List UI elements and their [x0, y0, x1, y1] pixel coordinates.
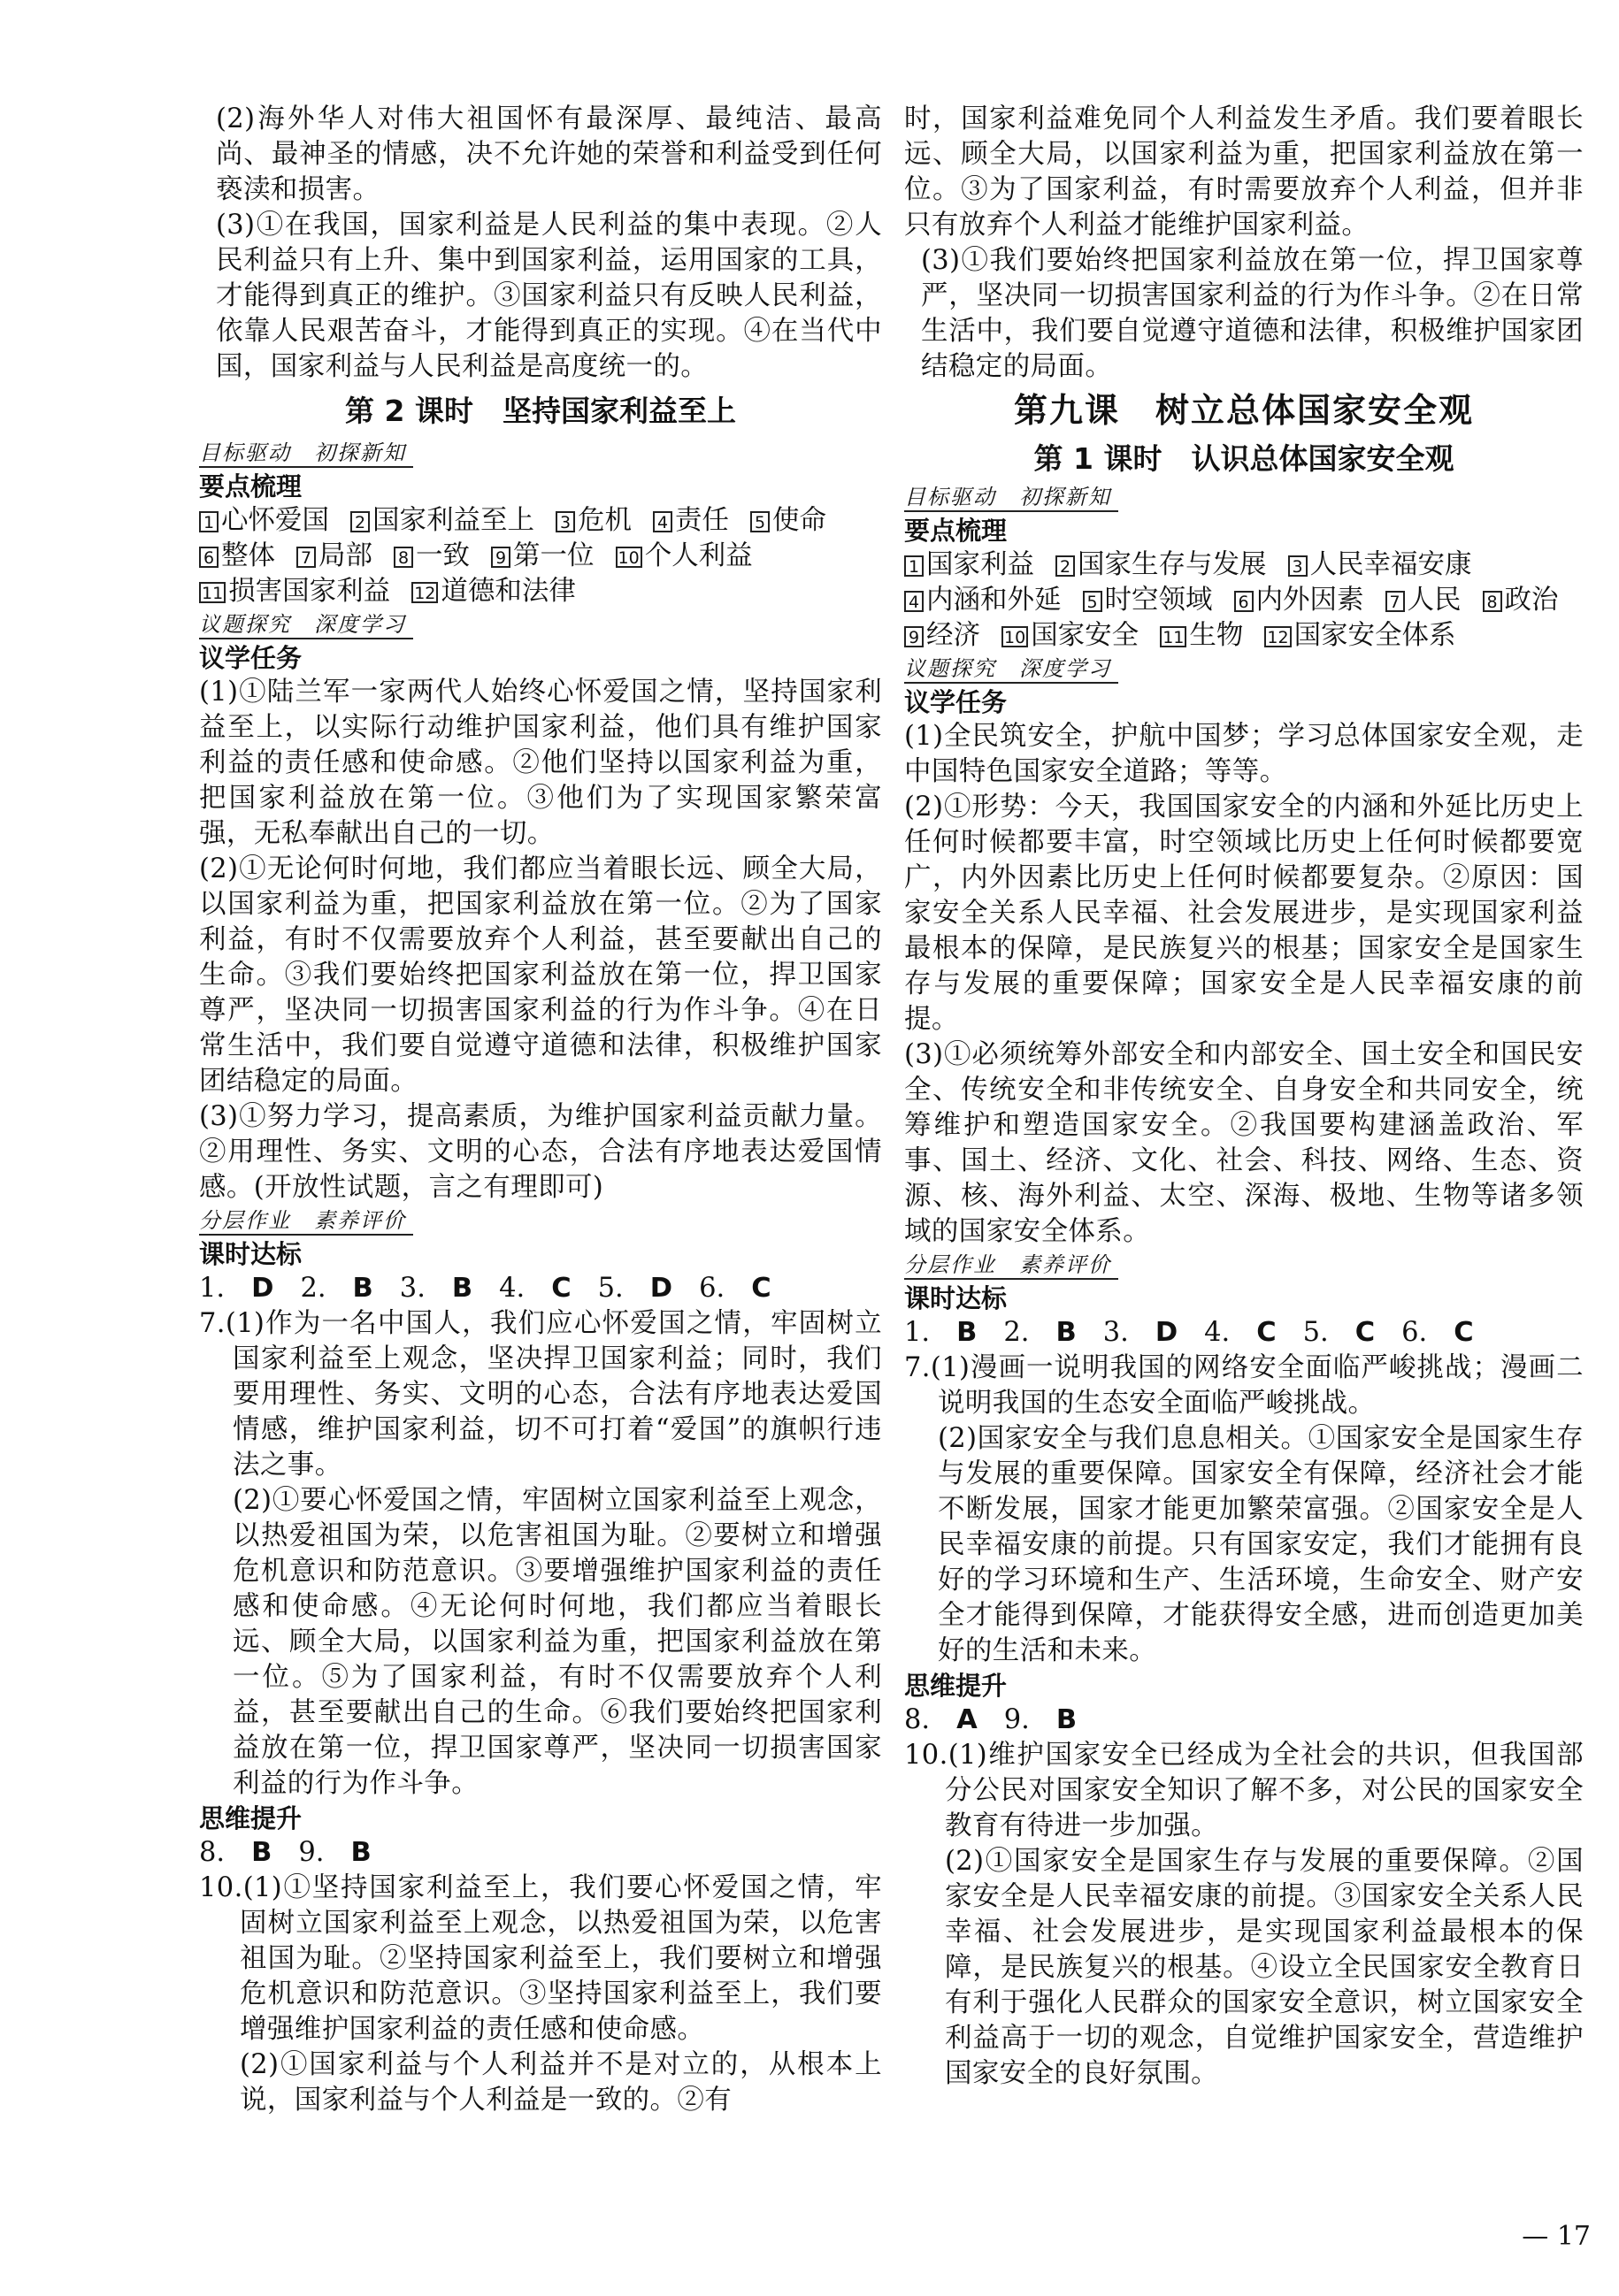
- mc-answer: 6. C: [1401, 1317, 1474, 1348]
- mc-answer: 3. B: [399, 1273, 473, 1304]
- mc-answer: 5. C: [1302, 1317, 1376, 1348]
- page-number-value: 17: [1556, 2221, 1591, 2252]
- q7-part2: (2)①要心怀爱国之情，牢固树立国家利益至上观念，以热爱祖国为荣，以危害祖国为耻。②要树立和增强危机意识和防范意识。③要增强维护国家利益的责任感和使命感。④无论何时何地，我们都应当着眼长远、顾全大局，以国家利益为重，把国家利益放在第一位。⑤为了国家利益，有时不仅需要放弃个人利益，甚至要献出自己的生命。⑥我们要始终把国家利益放在第一位，捍卫国家尊严，坚决同一切损害国家利益的行为作斗争。: [233, 1485, 882, 1799]
- section-banner-goal: 目标驱动 初探新知: [904, 484, 1118, 512]
- section-heading-points: 要点梳理: [199, 471, 303, 501]
- key-point: 4 责任: [653, 503, 729, 539]
- key-point: 2 国家生存与发展: [1055, 547, 1267, 583]
- key-point: 1 国家利益: [904, 547, 1034, 583]
- left-column: [199, 102, 882, 2118]
- section-heading-points: 要点梳理: [904, 516, 1008, 546]
- section-banner-goal: 目标驱动 初探新知: [199, 440, 413, 468]
- right-column: [904, 102, 1584, 2092]
- key-point: 4 内涵和外延: [904, 583, 1062, 618]
- key-point: 5 时空领域: [1083, 583, 1213, 618]
- q7-part1: 7.(1)漫画一说明我国的网络安全面临严峻挑战；漫画二说明我国的生态安全面临严峻挑战。: [904, 1352, 1584, 1419]
- key-point: 7 人民: [1385, 583, 1462, 618]
- key-point: 12 道德和法律: [411, 574, 576, 609]
- mc-answer: 9. B: [1003, 1704, 1078, 1735]
- key-point: 8 政治: [1483, 583, 1559, 618]
- q10-part2: (2)①国家安全是国家生存与发展的重要保障。②国家安全是人民幸福安康的前提。③国家安全关系人民幸福、社会发展进步，是实现国家利益最根本的保障，是民族复兴的根基。④设立全民国家安全教育日有利于强化人民群众的国家安全意识，树立国家安全利益高于一切的观念，自觉维护国家安全，营造维护国家安全的良好氛围。: [945, 1846, 1584, 2089]
- mc-answer: 8. A: [904, 1704, 978, 1735]
- mc-answers: [904, 1315, 1584, 1351]
- mc-answers-2: [199, 1835, 882, 1871]
- mc-answers-2: [904, 1703, 1584, 1738]
- key-point: 8 一致: [394, 539, 470, 574]
- key-points-list: [199, 503, 882, 609]
- mc-answer: 1. D: [199, 1273, 274, 1304]
- section-heading-test: 课时达标: [199, 1239, 303, 1269]
- lesson-title: 第 1 课时 认识总体国家安全观: [1033, 441, 1454, 476]
- continued-para-2: (3)①我们要始终把国家利益放在第一位，捍卫国家尊严，坚决同一切损害国家利益的行为作斗争。②在日常生活中，我们要自觉遵守道德和法律，积极维护国家团结稳定的局面。: [921, 245, 1584, 382]
- key-point: 9 第一位: [491, 539, 595, 574]
- q10-part1: 10.(1)维护国家安全已经成为全社会的共识，但我国部分公民对国家安全知识了解不多，对公民的国家安全教育有待进一步加强。: [904, 1740, 1584, 1841]
- mc-answer: 4. C: [499, 1273, 572, 1304]
- key-point: 6 整体: [199, 539, 275, 574]
- q7-part1: 7.(1)作为一名中国人，我们应心怀爱国之情，牢固树立国家利益至上观念，坚决捍卫国家利益；同时，我们要用理性、务实、文明的心态，合法有序地表达爱国情感，维护国家利益，切不可打着“爱国”的旗帜行违法之事。: [199, 1308, 882, 1481]
- continued-para-1: 时，国家利益难免同个人利益发生矛盾。我们要着眼长远、顾全大局，以国家利益为重，把国家利益放在第一位。③为了国家利益，有时需要放弃个人利益，但并非只有放弃个人利益才能维护国家利益。: [904, 103, 1584, 241]
- intro-para-1: (2)海外华人对伟大祖国怀有最深厚、最纯洁、最高尚、最神圣的情感，决不允许她的荣誉和利益受到任何亵渎和损害。: [216, 103, 882, 205]
- section-heading-tasks: 议学任务: [199, 643, 303, 673]
- q7-part2: (2)国家安全与我们息息相关。①国家安全是国家生存与发展的重要保障。国家安全有保障，经济社会才能不断发展，国家才能更加繁荣富强。②国家安全是人民幸福安康的前提。只有国家安定，我们才能拥有良好的学习环境和生产、生活环境，生命安全、财产安全才能得到保障，才能获得安全感，进而创造更加美好的生活和未来。: [938, 1423, 1584, 1666]
- section-banner-homework: 分层作业 素养评价: [904, 1251, 1118, 1280]
- section-heading-think: 思维提升: [199, 1803, 303, 1833]
- mc-answer: 6. C: [699, 1273, 771, 1304]
- key-point: 7 局部: [296, 539, 372, 574]
- key-point: 6 内外因素: [1234, 583, 1364, 618]
- section-heading-test: 课时达标: [904, 1283, 1008, 1313]
- key-point: 11 生物: [1160, 618, 1243, 654]
- mc-answer: 2. B: [1003, 1317, 1077, 1348]
- task-answer-3: (3)①努力学习，提高素质，为维护国家利益贡献力量。②用理性、务实、文明的心态，合法有序地表达爱国情感。(开放性试题，言之有理即可): [199, 1101, 882, 1203]
- task-answer-3: (3)①必须统筹外部安全和内部安全、国土安全和国民安全、传统安全和非传统安全、自身安全和共同安全，统筹维护和塑造国家安全。②我国要构建涵盖政治、军事、国土、经济、文化、社会、科技、网络、生态、资源、核、海外利益、太空、深海、极地、生物等诸多领域的国家安全体系。: [904, 1039, 1584, 1247]
- key-point: 1 心怀爱国: [199, 503, 329, 539]
- mc-answer: 5. D: [597, 1273, 673, 1304]
- key-point: 5 使命: [750, 503, 826, 539]
- mc-answer: 4. C: [1204, 1317, 1277, 1348]
- page-number: — 17: [1522, 2221, 1591, 2252]
- section-heading-tasks: 议学任务: [904, 687, 1008, 717]
- section-heading-think: 思维提升: [904, 1671, 1008, 1701]
- q10-part1: 10.(1)①坚持国家利益至上，我们要心怀爱国之情，牢固树立国家利益至上观念，以热爱祖国为荣，以危害祖国为耻。②坚持国家利益至上，我们要树立和增强危机意识和防范意识。③坚持国家利益至上，我们要增强维护国家利益的责任感和使命感。: [199, 1872, 882, 2045]
- key-point: 10 个人利益: [616, 539, 753, 574]
- key-point: 11 损害国家利益: [199, 574, 390, 609]
- task-answer-2: (2)①无论何时何地，我们都应当着眼长远、顾全大局，以国家利益为重，把国家利益放在第一位。②为了国家利益，有时不仅需要放弃个人利益，甚至要献出自己的生命。③我们要始终把国家利益放在第一位，捍卫国家尊严，坚决同一切损害国家利益的行为作斗争。④在日常生活中，我们要自觉遵守道德和法律，积极维护国家团结稳定的局面。: [199, 853, 882, 1097]
- mc-answer: 9. B: [298, 1837, 372, 1868]
- mc-answer: 3. D: [1102, 1317, 1178, 1348]
- mc-answer: 1. B: [904, 1317, 978, 1348]
- mc-answers: [199, 1271, 882, 1306]
- lesson-title: 第 2 课时 坚持国家利益至上: [345, 394, 736, 428]
- section-banner-explore: 议题探究 深度学习: [199, 611, 413, 639]
- key-point: 2 国家利益至上: [350, 503, 534, 539]
- task-answer-2: (2)①形势：今天，我国国家安全的内涵和外延比历史上任何时候都要丰富，时空领域比历史上任何时候都要宽广，内外因素比历史上任何时候都要复杂。②原因：国家安全关系人民幸福、社会发展进步，是实现国家利益最根本的保障，是民族复兴的根基；国家安全是国家生存与发展的重要保障；国家安全是人民幸福安康的前提。: [904, 792, 1584, 1035]
- mc-answer: 2. B: [300, 1273, 373, 1304]
- key-point: 3 危机: [556, 503, 632, 539]
- task-answer-1: (1)①陆兰军一家两代人始终心怀爱国之情，坚持国家利益至上，以实际行动维护国家利益，他们具有维护国家利益的责任感和使命感。②他们坚持以国家利益为重，把国家利益放在第一位。③他们为了实现国家繁荣富强，无私奉献出自己的一切。: [199, 677, 882, 849]
- key-point: 9 经济: [904, 618, 980, 654]
- q10-part2: (2)①国家利益与个人利益并不是对立的，从根本上说，国家利益与个人利益是一致的。②有: [240, 2049, 882, 2116]
- section-banner-homework: 分层作业 素养评价: [199, 1207, 413, 1236]
- mc-answer: 8. B: [199, 1837, 272, 1868]
- key-point: 3 人民幸福安康: [1288, 547, 1472, 583]
- key-point: 10 国家安全: [1001, 618, 1139, 654]
- intro-para-2: (3)①在我国，国家利益是人民利益的集中表现。②人民利益只有上升、集中到国家利益，运用国家的工具，才能得到真正的维护。③国家利益只有反映人民利益，依靠人民艰苦奋斗，才能得到真正的实现。④在当代中国，国家利益与人民利益是高度统一的。: [216, 210, 882, 382]
- section-banner-explore: 议题探究 深度学习: [904, 655, 1118, 684]
- unit-title: 第九课 树立总体国家安全观: [1013, 391, 1474, 430]
- key-point: 12 国家安全体系: [1264, 618, 1455, 654]
- key-points-list: [904, 547, 1584, 654]
- task-answer-1: (1)全民筑安全，护航中国梦；学习总体国家安全观，走中国特色国家安全道路；等等。: [904, 721, 1584, 787]
